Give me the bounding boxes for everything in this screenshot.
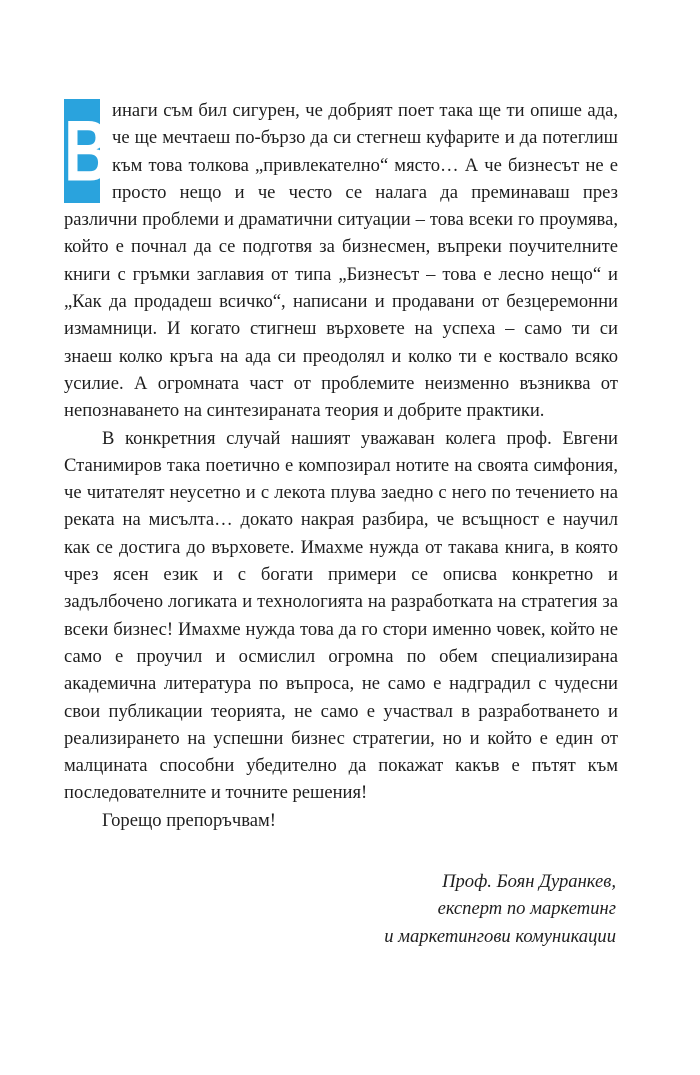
paragraph-1-text: инаги съм бил сигурен, че добрият поет така ще ти опише ада, че ще мечтаеш по-бързо да си стегнеш куфарите и да потеглиш към това толкова „привлекателно“ място… А че бизнесът не е просто нещо и че често се налага да преминаваш през различни проблеми и драматични ситуации – това всеки го проумява, който е почнал да се подготвя за бизнесмен, въпреки поучителните книги с гръмки заглавия от типа „Бизнесът – това е лесно нещо“ и „Как да продадеш всичко“, написани и продавани от безцеремонни измамници. И когато стигнеш върховете на успеха – само ти си знаеш колко кръга на ада си преодолял и колко ти е коствало всяко усилие. А огромната част от проблемите неизменно възниква от непознаването на синтезираната теория и добрите практики. — [64, 100, 618, 422]
paragraph-2: В конкретния случай нашият уважаван колега проф. Евгени Станимиров така поетично е композирал нотите на своята симфония, че читателят неусетно и с лекота плува заедно с него по течението на реката на мисълта… докато накрая разбира, че всъщност е научил как се достига до върховете. Имахме нужда от такава книга, в която чрез ясен език и с богати примери се описва конкретно и задълбочено логиката и технологията на разработката на стратегия за всеки бизнес! Имахме нужда това да го стори именно човек, който не само е проучил и осмислил огромна по обем специализирана академична литература по въпроса, не само е надградил с чудесни свои публикации теорията, не само е участвал в разработването и реализирането на успешни бизнес стратегии, но и който е един от малцината способни убедително да покажат какъв е пътят към последователните и точните решения! — [64, 427, 618, 804]
author-role-line-1: експерт по маркетинг — [437, 898, 616, 920]
author-role-line-2: и маркетингови комуникации — [384, 925, 616, 947]
foreword-body — [64, 97, 618, 834]
signature-block — [384, 868, 616, 950]
dropcap-letter: В — [64, 102, 111, 200]
author-name: Проф. Боян Дуранкев, — [442, 871, 616, 892]
paragraph-3: Горещо препоръчвам! — [102, 809, 276, 831]
paragraph-1 — [64, 97, 618, 425]
dropcap — [64, 99, 111, 203]
